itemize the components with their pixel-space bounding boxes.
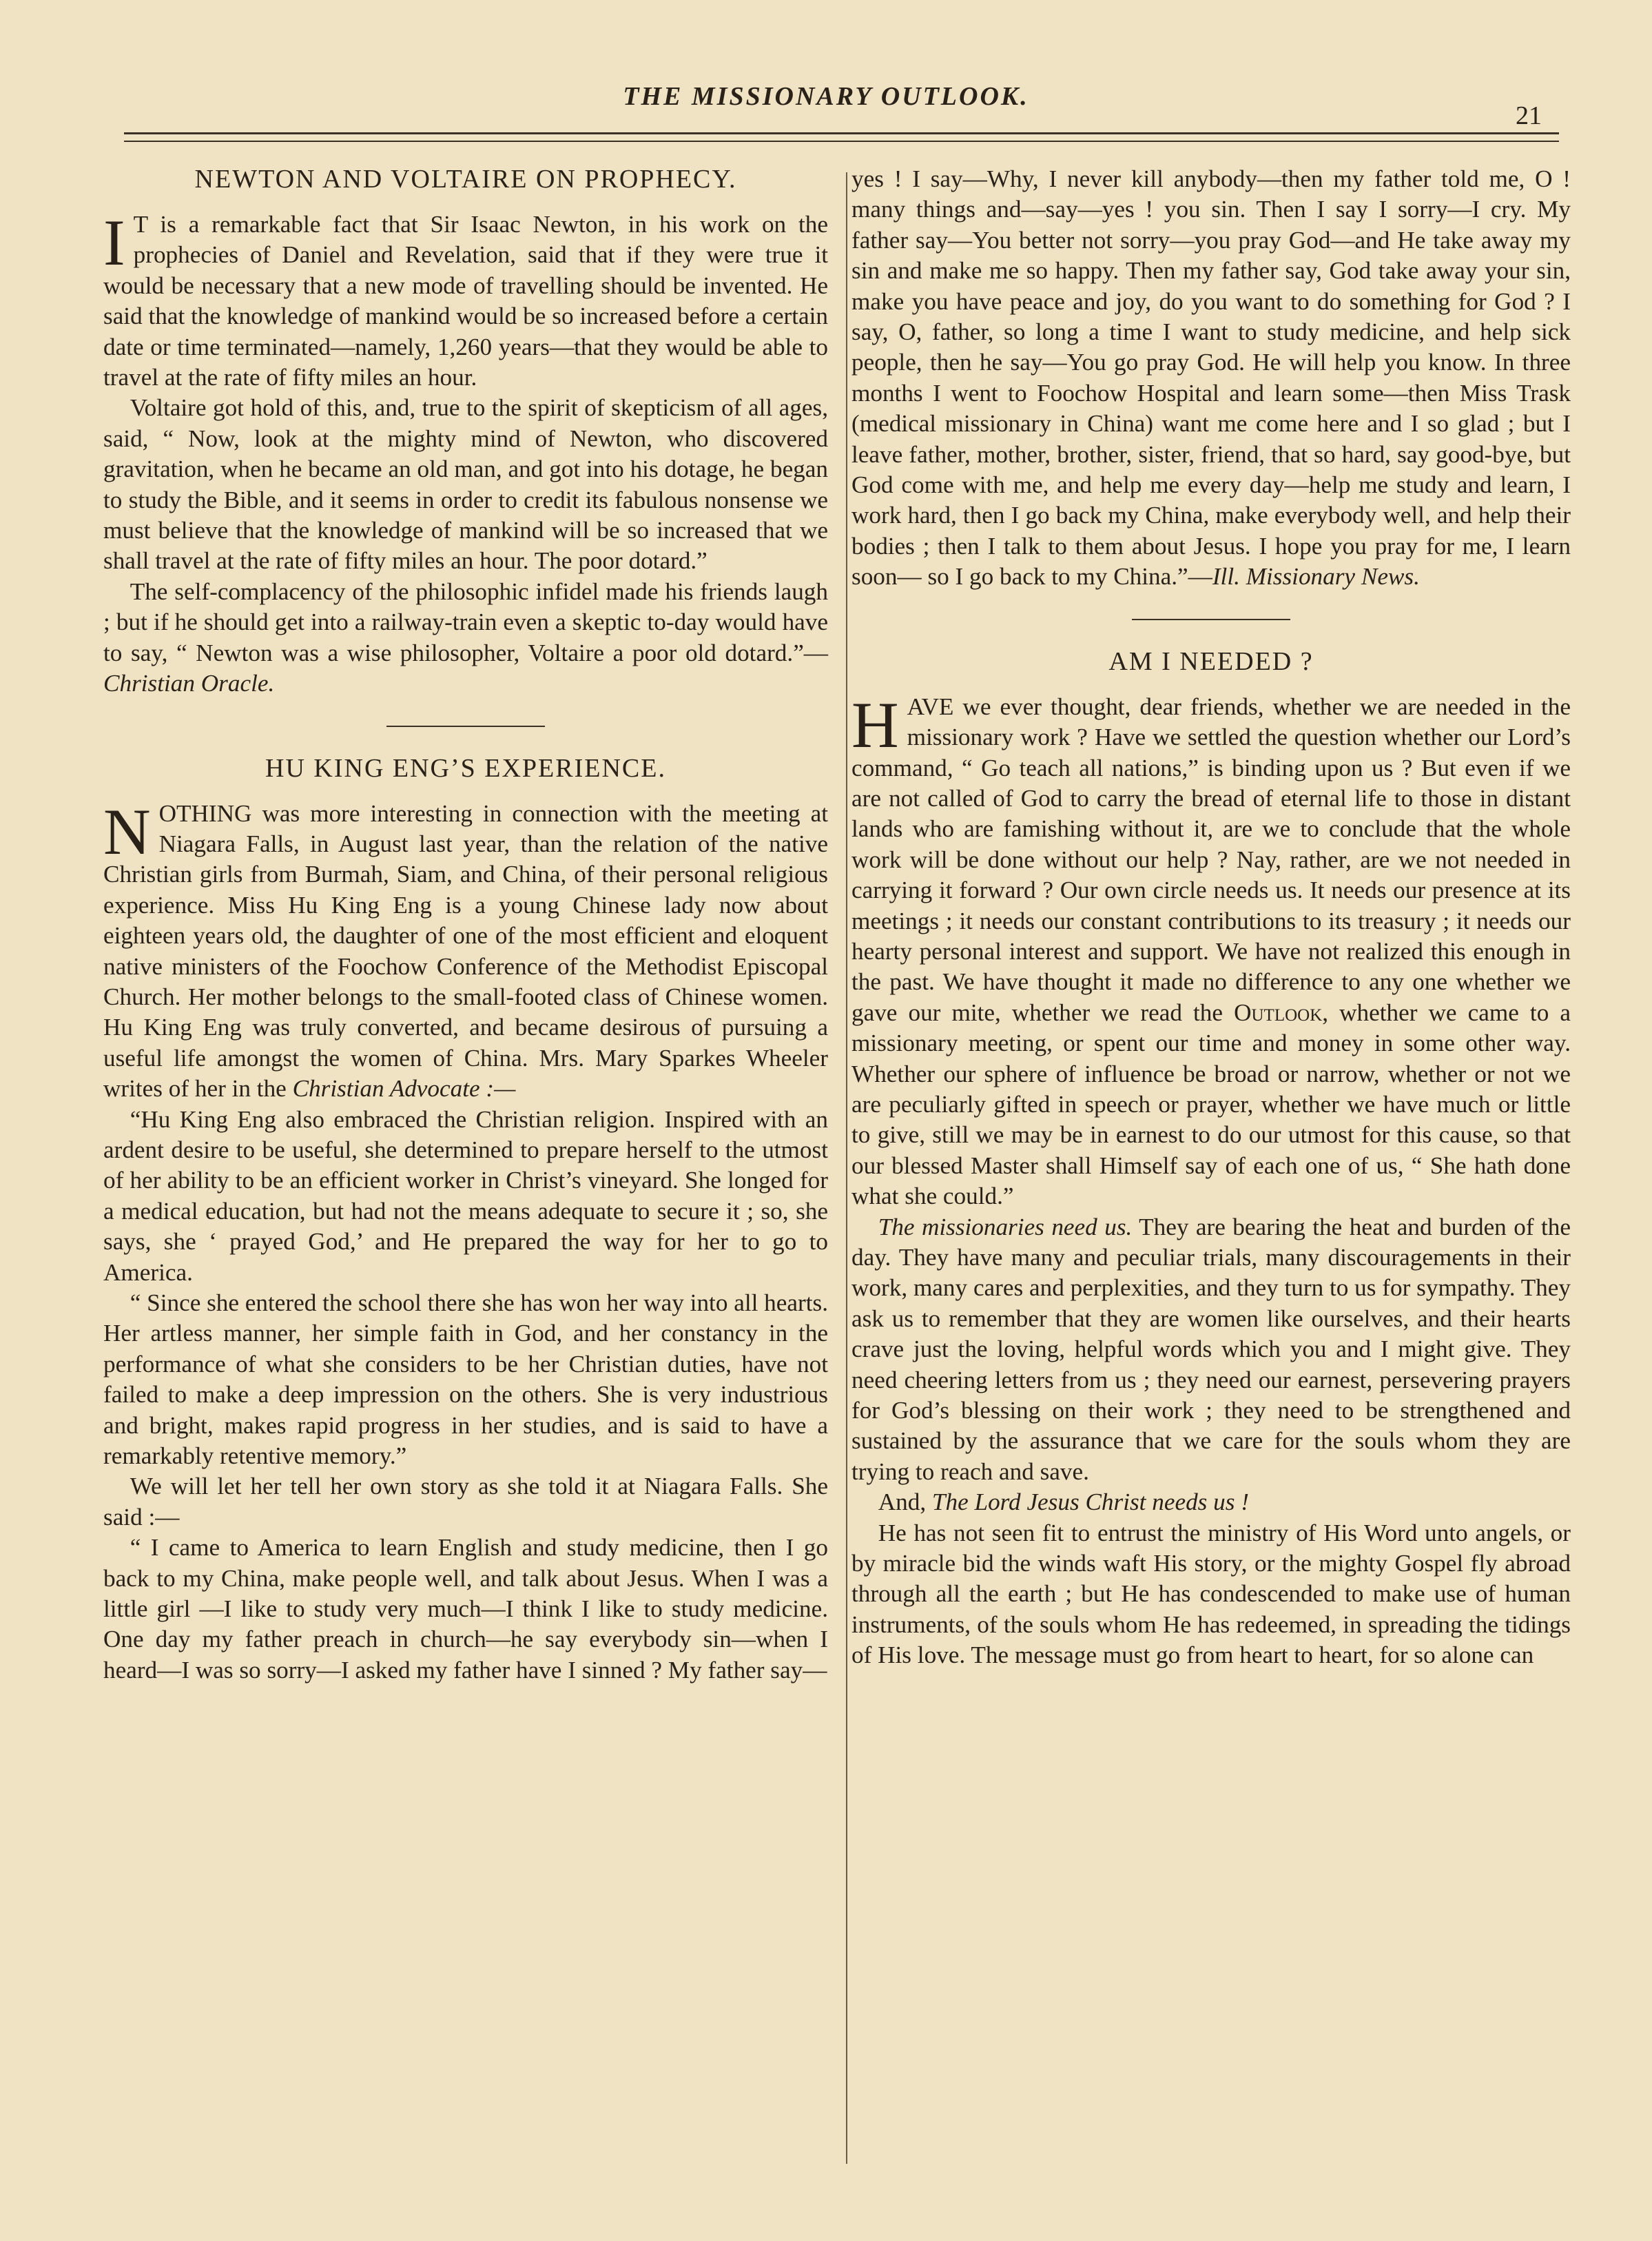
running-head: THE MISSIONARY OUTLOOK. [623,82,1029,111]
article-paragraph-continued [851,164,1571,593]
drop-cap: H [851,688,899,761]
paragraph-text: , whether we came to a missionary meeting, or spent our time and money in some other way. Whether our sphere of influence be broad or narrow, whether or not we are peculiarly gifted in speech or prayer, whether we have much or little to give, still we may be in earnest to do our utmost for this cause, so that our blessed Master shall Himself say of each one of us, “ She hath done what she could.” [851,999,1571,1210]
source-citation: Christian Oracle. [103,670,275,697]
paragraph-lead: The Lord Jesus Christ needs us ! [931,1488,1249,1516]
article-paragraph: We will let her tell her own story as she told it at Niagara Falls. She said :— [103,1473,828,1531]
article-paragraph [851,688,1571,1212]
header-rule-secondary [124,141,1559,142]
paragraph-text: The self-complacency of the philosophic infidel made his friends laugh ; but if he should get into a railway-train even a skeptic to-day would have to say, “ Newton was a wise philosopher, Voltaire a poor old dotard.”— [103,577,828,666]
article-paragraph: “ I came to America to learn English and study medicine, then I go back to my China, make people well, and talk about Jesus. When I was a little girl —I like to study very much—I think I like to study medicine. One day my father preach in church—he say everybody sin—when I heard—I was so sorry—I asked my father have I sinned ? My father say— [103,1534,828,1684]
page-number: 21 [1516,101,1542,130]
article-paragraph: “ Since she entered the school there she has won her way into all hearts. Her artless manner, her simple faith in God, and her constancy in the performance of what she considers to be her Christian duties, have not failed to make a deep impression on the others. She is very industrious and bright, makes rapid progress in her studies, and is said to have a remarkably retentive memory.” [103,1289,828,1470]
article-paragraph [103,206,828,393]
paragraph-text: yes ! I say—Why, I never kill anybody—then my father told me, O ! many things and—say—yes ! you sin. Then I say I sorry—I cry. My father say—You better not sorry—you pray God—and He take away my sin and make me so happy. Then my father say, God take away your sin, make you have peace and joy, do you want to do something for God ? I say, O, father, so long a time I want to study medicine, and help sick people, then he say—You go pray God. He will help you know. In three months I went to Foochow Hospital and learn some—then Miss Trask (medical missionary in China) want me come here and I so glad ; but I leave father, mother, brother, sister, friend, that so hard, say good-bye, but God come with me, and help me every day—help me study and learn, I work hard, then I go back my China, make everybody well, and help their bodies ; then I talk to them about Jesus. I hope you pray for me, I learn soon— so I go back to my China.”— [851,165,1571,591]
article-paragraph [851,1487,1571,1517]
right-column [851,164,1571,1671]
drop-cap: I [103,206,125,279]
article-paragraph [103,577,828,699]
source-citation: Christian Advocate :— [292,1075,516,1103]
header-rule [124,132,1559,134]
article-title-newton-voltaire: NEWTON AND VOLTAIRE ON PROPHECY. [194,165,737,194]
column-divider [846,172,847,2164]
left-column [103,164,828,1686]
outlook-name: Outlook [1234,999,1323,1026]
paragraph-lead: The missionaries need us. [878,1213,1133,1240]
article-title-hu-king-eng: HU KING ENG’S EXPERIENCE. [265,753,666,783]
paragraph-text: T is a remarkable fact that Sir Isaac Newton, in his work on the prophecies of Daniel and Revelation, said that if they were true it would be necessary that a new mode of travelling should be invented. He said that the knowledge of mankind would be so increased before a certain date or time terminated—namely, 1,260 years—that they would be able to travel at the rate of fifty miles an hour. [103,211,828,391]
paragraph-text: They are bearing the heat and burden of the day. They have many and peculiar trials, many discouragements in their work, many cares and perplexities, and they turn to us for sympathy. They ask us to remember that they are women like ourselves, and their hearts crave just the loving, helpful words which you and I might give. They need cheering letters from us ; they need our earnest, persevering prayers for God’s blessing on their work ; they need to be strengthened and sustained by the assurance that we care for the souls whom they are trying to reach and save. [851,1213,1571,1485]
article-paragraph: Voltaire got hold of this, and, true to the spirit of skepticism of all ages, said, “ Now, look at the mighty mind of Newton, who discovered gravitation, when he became an old man, and got into his dotage, he began to study the Bible, and it seems in order to credit its fabulous nonsense we must believe that the knowledge of mankind will be so increased that we shall travel at the rate of fifty miles an hour. The poor dotard.” [103,394,828,575]
paragraph-text: And, [878,1488,932,1516]
section-divider [386,726,545,727]
article-title-am-i-needed: AM I NEEDED ? [1108,646,1314,676]
section-divider [1132,619,1290,620]
paragraph-text: OTHING was more interesting in connection with the meeting at Niagara Falls, in August last year, than the relation of the native Christian girls from Burmah, Siam, and China, of their personal religious experience. Miss Hu King Eng is a young Chinese lady now about eighteen years old, the daughter of one of the most efficient and eloquent native ministers of the Foochow Conference of the Methodist Episcopal Church. Her mother belongs to the small-footed class of Chinese women. Hu King Eng was truly converted, and became desirous of pursuing a useful life amongst the women of China. Mrs. Mary Sparkes Wheeler writes of her in the [103,799,828,1103]
article-paragraph [103,795,828,1105]
paragraph-text: AVE we ever thought, dear friends, whether we are needed in the missionary work ? Have we settled the question whether our Lord’s command, “ Go teach all nations,” is binding upon us ? But even if we are not called of God to carry the bread of eternal life to those in distant lands who are famishing without it, are we to conclude that the whole work will be done without our help ? Nay, rather, are we not needed in carrying it forward ? Our own circle needs us. It needs our presence at its meetings ; it needs our constant contributions to its treasury ; it needs our hearty personal interest and support. We have not realized this enough in the past. We have thought it made no difference to any one whether we gave our mite, whether we read the [851,693,1571,1026]
article-paragraph: “Hu King Eng also embraced the Christian religion. Inspired with an ardent desire to be useful, she determined to prepare herself to the utmost of her ability to be an efficient worker in Christ’s vineyard. She longed for a medical education, but had not the means adequate to secure it ; so, she says, she ‘ prayed God,’ and He prepared the way for her to go to America. [103,1105,828,1286]
source-citation: Ill. Missionary News. [1212,563,1420,591]
article-paragraph: He has not seen fit to entrust the ministry of His Word unto angels, or by miracle bid the winds waft His story, or the mighty Gospel fly abroad through all the earth ; but He has condescended to make use of human instruments, of the souls whom He has redeemed, in spreading the tidings of His love. The message must go from heart to heart, for so alone can [851,1519,1571,1669]
article-paragraph [851,1212,1571,1488]
drop-cap: N [103,795,151,868]
